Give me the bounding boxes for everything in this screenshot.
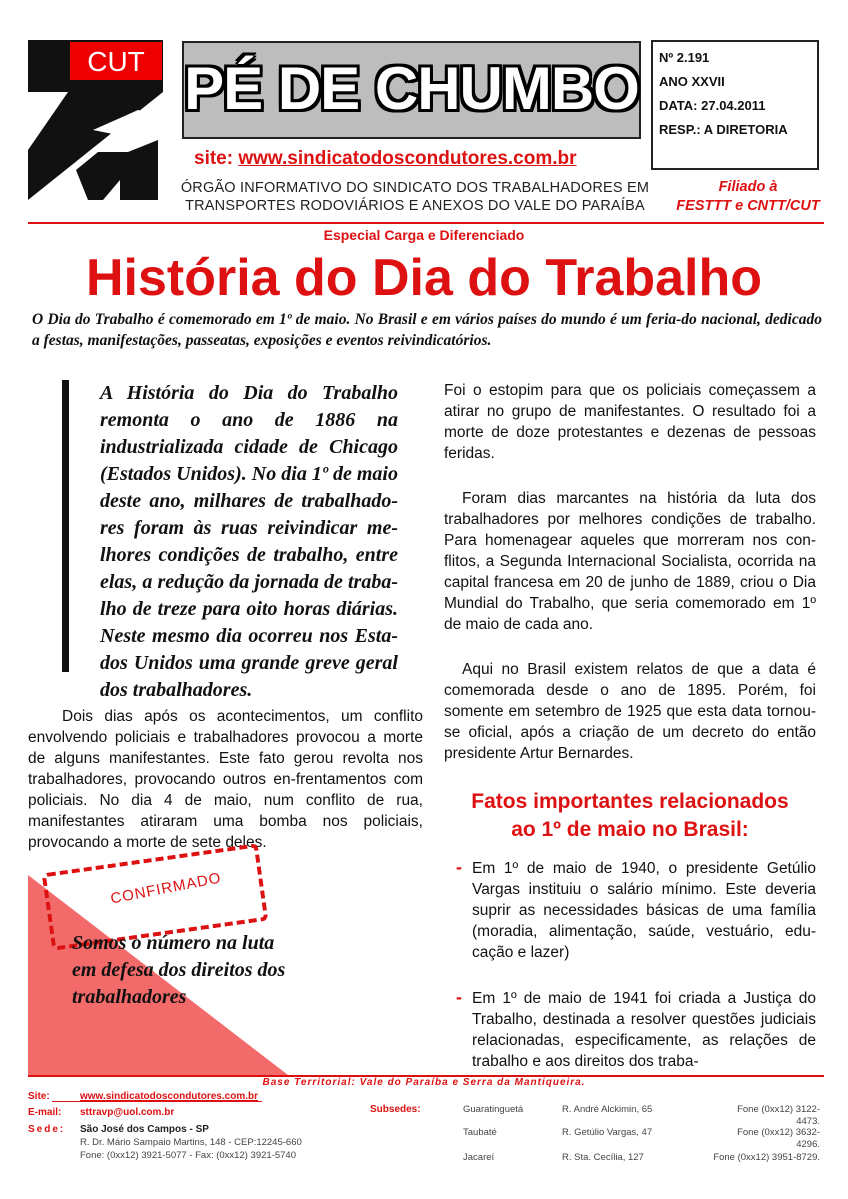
footer-email-link[interactable]: sttravp@uol.com.br <box>80 1107 175 1118</box>
stamp-label: CONFIRMADO <box>109 869 223 908</box>
footer-site-link[interactable]: www.sindicatodoscondutores.com.br <box>80 1091 258 1102</box>
facts-title <box>444 788 816 844</box>
affiliation-line-2: FESTTT e CNTT/CUT <box>676 198 820 214</box>
left-paragraph: Dois dias após os acontecimentos, um conflito envolvendo policiais e trabalhadores provocou a morte de alguns manifestantes. Este fato gerou revolta nos trabalhadores, provocando outros en-frentamentos com policiais. No dia 4 de maio, num conflito de rua, manifestantes atiraram uma bomba nos policiais, provocando a morte de sete deles. <box>28 708 423 851</box>
fact-text: Em 1º de maio de 1940, o presidente Getúlio Vargas instituiu o salário mínimo. Este deveria suprir as necessidades básicas de uma família (moradia, alimentação, saúde, vestuário, edu-cação e lazer) <box>472 860 816 961</box>
issue-year: ANO XXVII <box>659 74 725 89</box>
subsede-address: R. Getúlio Vargas, 47 <box>562 1127 653 1138</box>
subsede-phone <box>700 1127 820 1151</box>
special-edition-label: Especial Carga e Diferenciado <box>323 227 525 243</box>
footer-sede-address: R. Dr. Mário Sampaio Martins, 148 - CEP:12245-660 <box>80 1137 302 1148</box>
issue-date: DATA: 27.04.2011 <box>659 98 766 113</box>
slogan: Somos o número na luta em defesa dos direitos dos trabalhadores <box>72 932 286 1008</box>
logo-text: CUT <box>87 46 145 77</box>
site-line <box>194 148 577 170</box>
fact-item <box>456 988 816 1070</box>
pull-quote: A História do Dia do Trabalho remonta o ano de 1886 na industrializada cidade de Chicago (Estados Unidos). No dia 1º de maio deste ano, milhares de trabalhado-res foram às ruas reivindicar me-lhores condições de trabalho, entre elas, a redução da jornada de traba-lho de treze para oito horas diárias. Neste mesmo dia ocorreu nos Esta-dos Unidos uma grande greve geral dos trabalhadores. <box>100 382 398 701</box>
footer-email-label: E-mail: <box>28 1107 62 1118</box>
affiliation <box>660 178 836 216</box>
quote-bar <box>62 380 69 672</box>
organ-line-2: TRANSPORTES RODOVIÁRIOS E ANEXOS DO VALE DO PARAÍBA <box>185 198 645 214</box>
territorial-base: Base Territorial: Vale do Paraíba e Serra da Mantiqueira. <box>262 1077 586 1088</box>
subsede-phone <box>700 1104 820 1128</box>
subsede-city: Jacareí <box>463 1152 495 1163</box>
subsede-address: R. Sta. Cecília, 127 <box>562 1152 644 1163</box>
right-paragraph-2: Foram dias marcantes na história da luta dos trabalhadores por melhores condições de trabalho. Para homenagear aqueles que morreram nos con-flitos, a Segunda Internacional Socialista, ocorrida na capital francesa em 20 de junho de 1889, criou o Dia Mundial do Trabalho, que seria comemorado em 1º de maio de cada ano. <box>444 490 816 633</box>
organ-description <box>172 179 658 215</box>
facts-title-line-1: Fatos importantes relacionados <box>471 790 789 813</box>
subsede-phone-line-2: 4296. <box>796 1139 820 1150</box>
footer-sede-phone: Fone: (0xx12) 3921-5077 - Fax: (0xx12) 3921-5740 <box>80 1150 296 1161</box>
footer-sede-label: Sede: <box>28 1124 66 1135</box>
right-paragraph-1: Foi o estopim para que os policiais começassem a atirar no grupo de manifestantes. O resultado foi a morte de doze protestantes e dezenas de pessoas feridas. <box>444 382 816 462</box>
top-divider <box>28 222 824 224</box>
subsede-phone-line-2: 4473. <box>796 1116 820 1127</box>
dash-icon: - <box>456 857 462 877</box>
issue-number: Nº 2.191 <box>659 50 710 65</box>
issue-info-box <box>651 40 819 170</box>
subsede-address: R. André Alckimin, 65 <box>562 1104 653 1115</box>
fact-text: Em 1º de maio de 1941 foi criada a Justiça do Trabalho, destinada a resolver questões judiciais relacionadas, especificamente, as relações de trabalho e aos direitos dos traba- <box>472 990 816 1070</box>
footer-subsedes-label: Subsedes: <box>370 1104 421 1115</box>
dash-icon: - <box>456 988 462 1007</box>
subsede-phone-line-1: Fone (0xx12) 3122- <box>737 1104 820 1115</box>
subsede-phone-line-1: Fone (0xx12) 3951-8729. <box>713 1152 820 1163</box>
affiliation-line-1: Filiado à <box>718 179 778 195</box>
footer-site-label: Site: <box>28 1091 50 1102</box>
facts-title-line-2: ao 1º de maio no Brasil: <box>511 818 749 841</box>
headline: História do Dia do Trabalho <box>85 249 763 307</box>
issue-responsible: RESP.: A DIRETORIA <box>659 122 788 137</box>
subsede-phone-line-1: Fone (0xx12) 3632- <box>737 1127 820 1138</box>
footer-sede-city: São José dos Campos - SP <box>80 1124 209 1135</box>
masthead-title: PÉ DE CHUMBO <box>184 55 639 122</box>
cut-logo <box>28 40 163 200</box>
lead-paragraph: O Dia do Trabalho é comemorado em 1º de maio. No Brasil e em vários países do mundo é um feria-do nacional, dedicado a festas, manifestações, passeatas, exposições e eventos reivindicatórios. <box>32 311 822 349</box>
subsede-phone <box>700 1152 820 1164</box>
subsede-city: Guaratinguetá <box>463 1104 524 1115</box>
site-link[interactable]: www.sindicatodoscondutores.com.br <box>238 148 577 169</box>
fact-item <box>456 858 816 963</box>
subsede-city: Taubaté <box>463 1127 497 1138</box>
site-prefix: site: <box>194 148 234 169</box>
right-paragraph-3: Aqui no Brasil existem relatos de que a data é comemorada desde o ano de 1895. Porém, foi somente em setembro de 1925 que esta data tornou-se oficial, após a criação de um decreto do então presidente Artur Bernardes. <box>444 661 816 762</box>
organ-line-1: ÓRGÃO INFORMATIVO DO SINDICATO DOS TRABALHADORES EM <box>180 180 650 196</box>
